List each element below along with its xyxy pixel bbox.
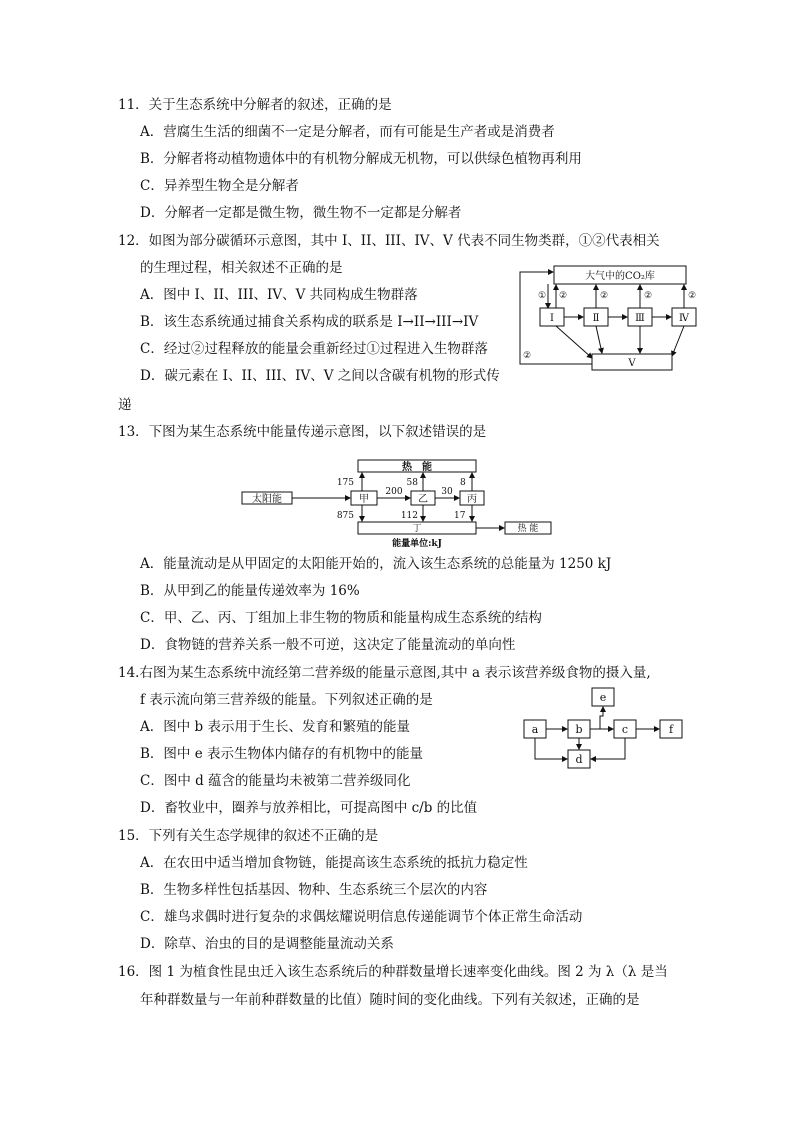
box-d: d [575, 753, 583, 766]
q12-stem-cont: 的生理过程，相关叙述不正确的是 [140, 260, 343, 276]
box-b: b [575, 723, 583, 736]
bing-label: 丙 [467, 494, 477, 505]
q11-option-b: B．分解者将动植物遗体中的有机物分解成无机物，可以供绿色植物再利用 [140, 151, 582, 167]
value-58: 58 [406, 478, 418, 488]
energy-transfer-diagram [238, 456, 558, 550]
q12-option-c: C．经过②过程释放的能量会重新经过①过程进入生物群落 [140, 341, 488, 357]
value-8: 8 [460, 478, 466, 488]
q13-option-a: A．能量流动是从甲固定的太阳能开始的，流入该生态系统的总能量为 1250 kJ [140, 556, 612, 572]
heat-right-label: 热 能 [517, 524, 539, 534]
box-c: c [621, 723, 629, 736]
process-1-label: ① [538, 291, 547, 301]
q16-stem-cont: 年种群数量与一年前种群数量的比值）随时间的变化曲线。下列有关叙述，正确的是 [140, 992, 640, 1008]
q15-stem: 15．下列有关生态学规律的叙述不正确的是 [118, 828, 379, 844]
process-2-label-a: ② [559, 291, 568, 301]
value-112: 112 [400, 511, 418, 521]
q12-option-d: D．碳元素在 I、II、III、IV、V 之间以含碳有机物的形式传 [140, 368, 500, 384]
node-4: Ⅳ [679, 313, 689, 324]
node-1: Ⅰ [550, 313, 554, 324]
q13-option-c: C．甲、乙、丙、丁组加上非生物的物质和能量构成生态系统的结构 [140, 610, 542, 626]
q12-option-b: B．该生态系统通过捕食关系构成的联系是 I→II→III→IV [140, 314, 479, 330]
q12-stem: 12．如图为部分碳循环示意图，其中 I、II、III、IV、V 代表不同生物类群，①②代表相关 [118, 233, 660, 249]
value-200: 200 [385, 487, 403, 497]
node-5: Ⅴ [628, 358, 636, 369]
q13-option-b: B．从甲到乙的能量传递效率为 16% [140, 583, 360, 599]
q14-stem: 14.右图为某生态系统中流经第二营养级的能量示意图,其中 a 表示该营养级食物的摄入量, [118, 665, 651, 681]
q12-option-d-cont: 递 [118, 397, 132, 413]
q14-stem-cont: f 表示流向第三营养级的能量。下列叙述正确的是 [140, 692, 433, 708]
q14-option-a: A．图中 b 表示用于生长、发育和繁殖的能量 [140, 719, 410, 735]
unit-label: 能量单位:kJ [392, 539, 442, 549]
value-17: 17 [454, 511, 466, 521]
q11-stem: 11．关于生态系统中分解者的叙述，正确的是 [118, 97, 392, 113]
q15-option-d: D．除草、治虫的目的是调整能量流动关系 [140, 936, 394, 952]
ding-label: 丁 [412, 524, 422, 534]
q11-option-c: C．异养型生物全是分解者 [140, 178, 299, 194]
second-trophic-level-diagram [520, 686, 688, 772]
box-a: a [531, 723, 539, 736]
node-2: Ⅱ [592, 313, 600, 324]
q12-option-a: A．图中 I、II、III、IV、V 共同构成生物群落 [140, 287, 418, 303]
q15-option-b: B．生物多样性包括基因、物种、生态系统三个层次的内容 [140, 882, 488, 898]
sun-label: 太阳能 [252, 494, 282, 505]
value-30: 30 [441, 487, 453, 497]
value-175: 175 [336, 478, 354, 488]
q11-option-a: A．营腐生生活的细菌不一定是分解者，而有可能是生产者或是消费者 [140, 124, 555, 140]
q13-option-d: D．食物链的营养关系一般不可逆，这决定了能量流动的单向性 [140, 637, 516, 653]
co2-pool-label: 大气中的CO₂库 [585, 271, 655, 282]
box-f: f [668, 723, 674, 736]
q14-option-c: C．图中 d 蕴含的能量均未被第二营养级同化 [140, 773, 411, 789]
heat-top-label: 热 能 [402, 462, 432, 473]
box-e: e [599, 691, 607, 704]
q11-option-d: D．分解者一定都是微生物，微生物不一定都是分解者 [140, 205, 462, 221]
process-2-label-d: ② [688, 291, 697, 301]
node-3: Ⅲ [635, 313, 645, 324]
jia-label: 甲 [359, 494, 369, 505]
q16-stem: 16．图 1 为植食性昆虫迁入该生态系统后的种群数量增长速率变化曲线。图 2 为 λ（λ 是当 [118, 964, 668, 980]
process-2-label-e: ② [523, 351, 532, 361]
q15-option-a: A．在农田中适当增加食物链，能提高该生态系统的抵抗力稳定性 [140, 855, 528, 871]
q13-stem: 13．下图为某生态系统中能量传递示意图，以下叙述错误的是 [118, 424, 487, 440]
q14-option-d: D．畜牧业中，圈养与放养相比，可提高图中 c/b 的比值 [140, 800, 478, 816]
q15-option-c: C．雄鸟求偶时进行复杂的求偶炫耀说明信息传递能调节个体正常生命活动 [140, 909, 583, 925]
carbon-cycle-diagram [512, 258, 702, 378]
process-2-label-b: ② [600, 291, 609, 301]
q14-option-b: B．图中 e 表示生物体内储存的有机物中的能量 [140, 746, 423, 762]
yi-label: 乙 [418, 494, 428, 505]
value-875: 875 [336, 511, 354, 521]
process-2-label-c: ② [644, 291, 653, 301]
